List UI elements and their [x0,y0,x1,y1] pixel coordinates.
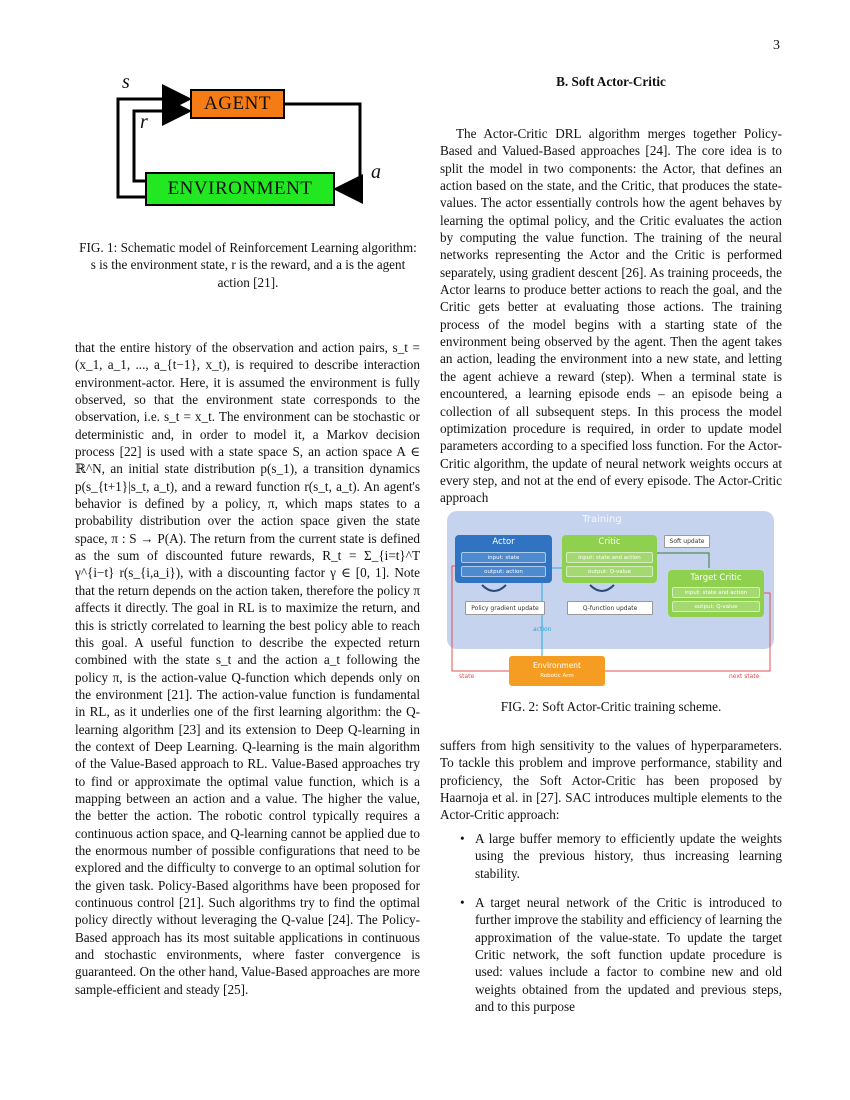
bullet-item-1: • A large buffer memory to efficiently update the weights using the previous history, thus increasing learning stability. [460,830,782,882]
environment-subtitle: Robotic Arm [540,673,574,679]
right-column-mid [440,737,782,824]
soft-update-label: Soft update [664,535,710,548]
target-critic-output: output: Q-value [672,601,760,612]
environment-box [509,656,605,686]
state-label: state [459,673,475,680]
critic-title: Critic [598,537,621,547]
figure-sac-training-scheme [447,508,777,688]
section-heading: B. Soft Actor-Critic [556,74,666,89]
critic-output: output: Q-value [566,566,653,577]
bullet-list-2 [460,894,782,1015]
right-column-top [440,125,782,507]
environment-box: ENVIRONMENT [145,172,335,206]
action-symbol: a [371,161,381,183]
left-column [75,339,420,998]
reward-symbol: r [140,111,148,133]
actor-title: Actor [492,537,515,547]
next-state-label: next state [729,673,760,680]
state-symbol: s [122,71,130,93]
bullet-list-1 [460,830,782,882]
bullet-item-2: • A target neural network of the Critic is introduced to further improve the stability and efficiency of learning the approximation of the value-state. To update the target Critic network, the soft function update procedure is used: values include a factor to combine new and old weights obtained from the updated and previous steps, and to this purpose [460,894,782,1015]
figure1-caption: FIG. 1: Schematic model of Reinforcement Learning algorithm: s is the environment state, r is the reward, and a is the agent action [21]. [79,240,417,290]
right-paragraph-2: suffers from high sensitivity to the values of hyperparameters. To tackle this problem and improve performance, stability and proficiency, the Soft Actor-Critic has been proposed by Haarnoja et al. in [27]. SAC introduces multiple elements to the Actor-Critic approach: [440,738,782,823]
actor-output: output: action [461,566,546,577]
critic-input: input: state and action [566,552,653,563]
figure-rl-schematic [110,71,410,215]
actor-input: input: state [461,552,546,563]
right-paragraph-1: The Actor-Critic DRL algorithm merges together Policy-Based and Valued-Based approaches [24]. The core idea is to split the model in two components: the Actor, that defines an action based on the state, and the Critic, that produces the state-values. The actor essentially controls how the agent behaves by learning the optimal policy, and the Critic evaluates the action by computing the value function. The training of the neural networks representing the Actor and the Critic is performed separately, using gradient descent [26]. As training proceeds, the Actor learns to produce better actions to reach the goal, and the Critic gets better at evaluating those actions. The training process of the model begins with a starting state of the environment being observed by the agent. Then the agent takes an action, leading the environment into a new state, and letting the agent achieve a reward (step). When a terminal state is encountered, a learning episode ends – an episode being a collection of all subsequent steps. In this process the model optimization procedure is required, in order to update model parameters according to a specified loss function. For the Actor-Critic algorithm, the update of neural network weights occurs at every step, and not at the end of every episode. The Actor-Critic approach [440,126,782,506]
page-number: 3 [773,38,780,53]
training-title: Training [582,514,622,525]
critic-box [562,535,657,583]
target-critic-box [668,570,764,617]
target-critic-input: input: state and action [672,587,760,598]
environment-title: Environment [533,661,581,670]
q-function-update-box: Q-function update [567,601,653,615]
target-critic-title: Target Critic [690,573,742,583]
policy-gradient-update-box: Policy gradient update [465,601,545,615]
left-paragraph: that the entire history of the observation and action pairs, s_t = (x_1, a_1, ..., a_{t−1}, x_t), is required to describe interaction environment-actor. Here, it is assumed the environment is fully observed, so that the environment state corresponds to the observation, i.e. s_t = x_t. The environment can be stochastic or deterministic and, in order to model it, a Markov decision process [22] is used with a state space S, an action space A ∈ ℝ^N, an initial state distribution p(s_1), a transition dynamics p(s_{t+1}|s_t, a_t), and a reward function r(s_t, a_t). An agent's behavior is defined by a policy, π, which maps states to a probability distribution over the action space given the state space, π : S → P(A). The return from the current state is defined as the sum of discounted future rewards, R_t = Σ_{i=t}^T γ^{i−t} r(s_{i,a_i}), with a discounting factor γ ∈ [0, 1]. Note that the return depends on the action taken, therefore the policy π affects it directly. The goal in RL is to maximize the return, and this is strictly correlated to learning the best policy able to reach this goal. A useful function to describe the expected return combined with the state s_t and the action a_t following the policy π, is the action-value Q-function which depends only on the environment [21]. The action-value function is fundamental in RL, as it underlies one of the first learning algorithm: the Q-learning algorithm [23] and its extension to Deep Q-learning in the context of Deep Learning. Q-learning is the main algorithm of the Value-Based approach to RL. Value-Based approaches try to find or approximate the optimal value function, which is a mapping between an action and a value. The higher the value, the better the action. The robotic control typically requires a continuous action space, and Q-learning cannot be applied due to the enormous number of possible configurations that need to be explored and the difficulty to converge to an optimal solution for the given task. Policy-Based algorithms have been proposed for continuous control [21]. Such algorithms try to find the optimal policy directly without leveraging the Q-value [24]. The Policy-Based approach has its most suitable applications in continuous and stochastic environments, where faster convergence is guaranteed. On the other hand, Value-Based approaches are more sample-efficient and steady [25]. [75,340,420,997]
agent-box: AGENT [190,89,285,119]
figure2-caption: FIG. 2: Soft Actor-Critic training scheme. [500,699,722,714]
action-label: action [533,626,552,633]
actor-box [455,535,552,583]
